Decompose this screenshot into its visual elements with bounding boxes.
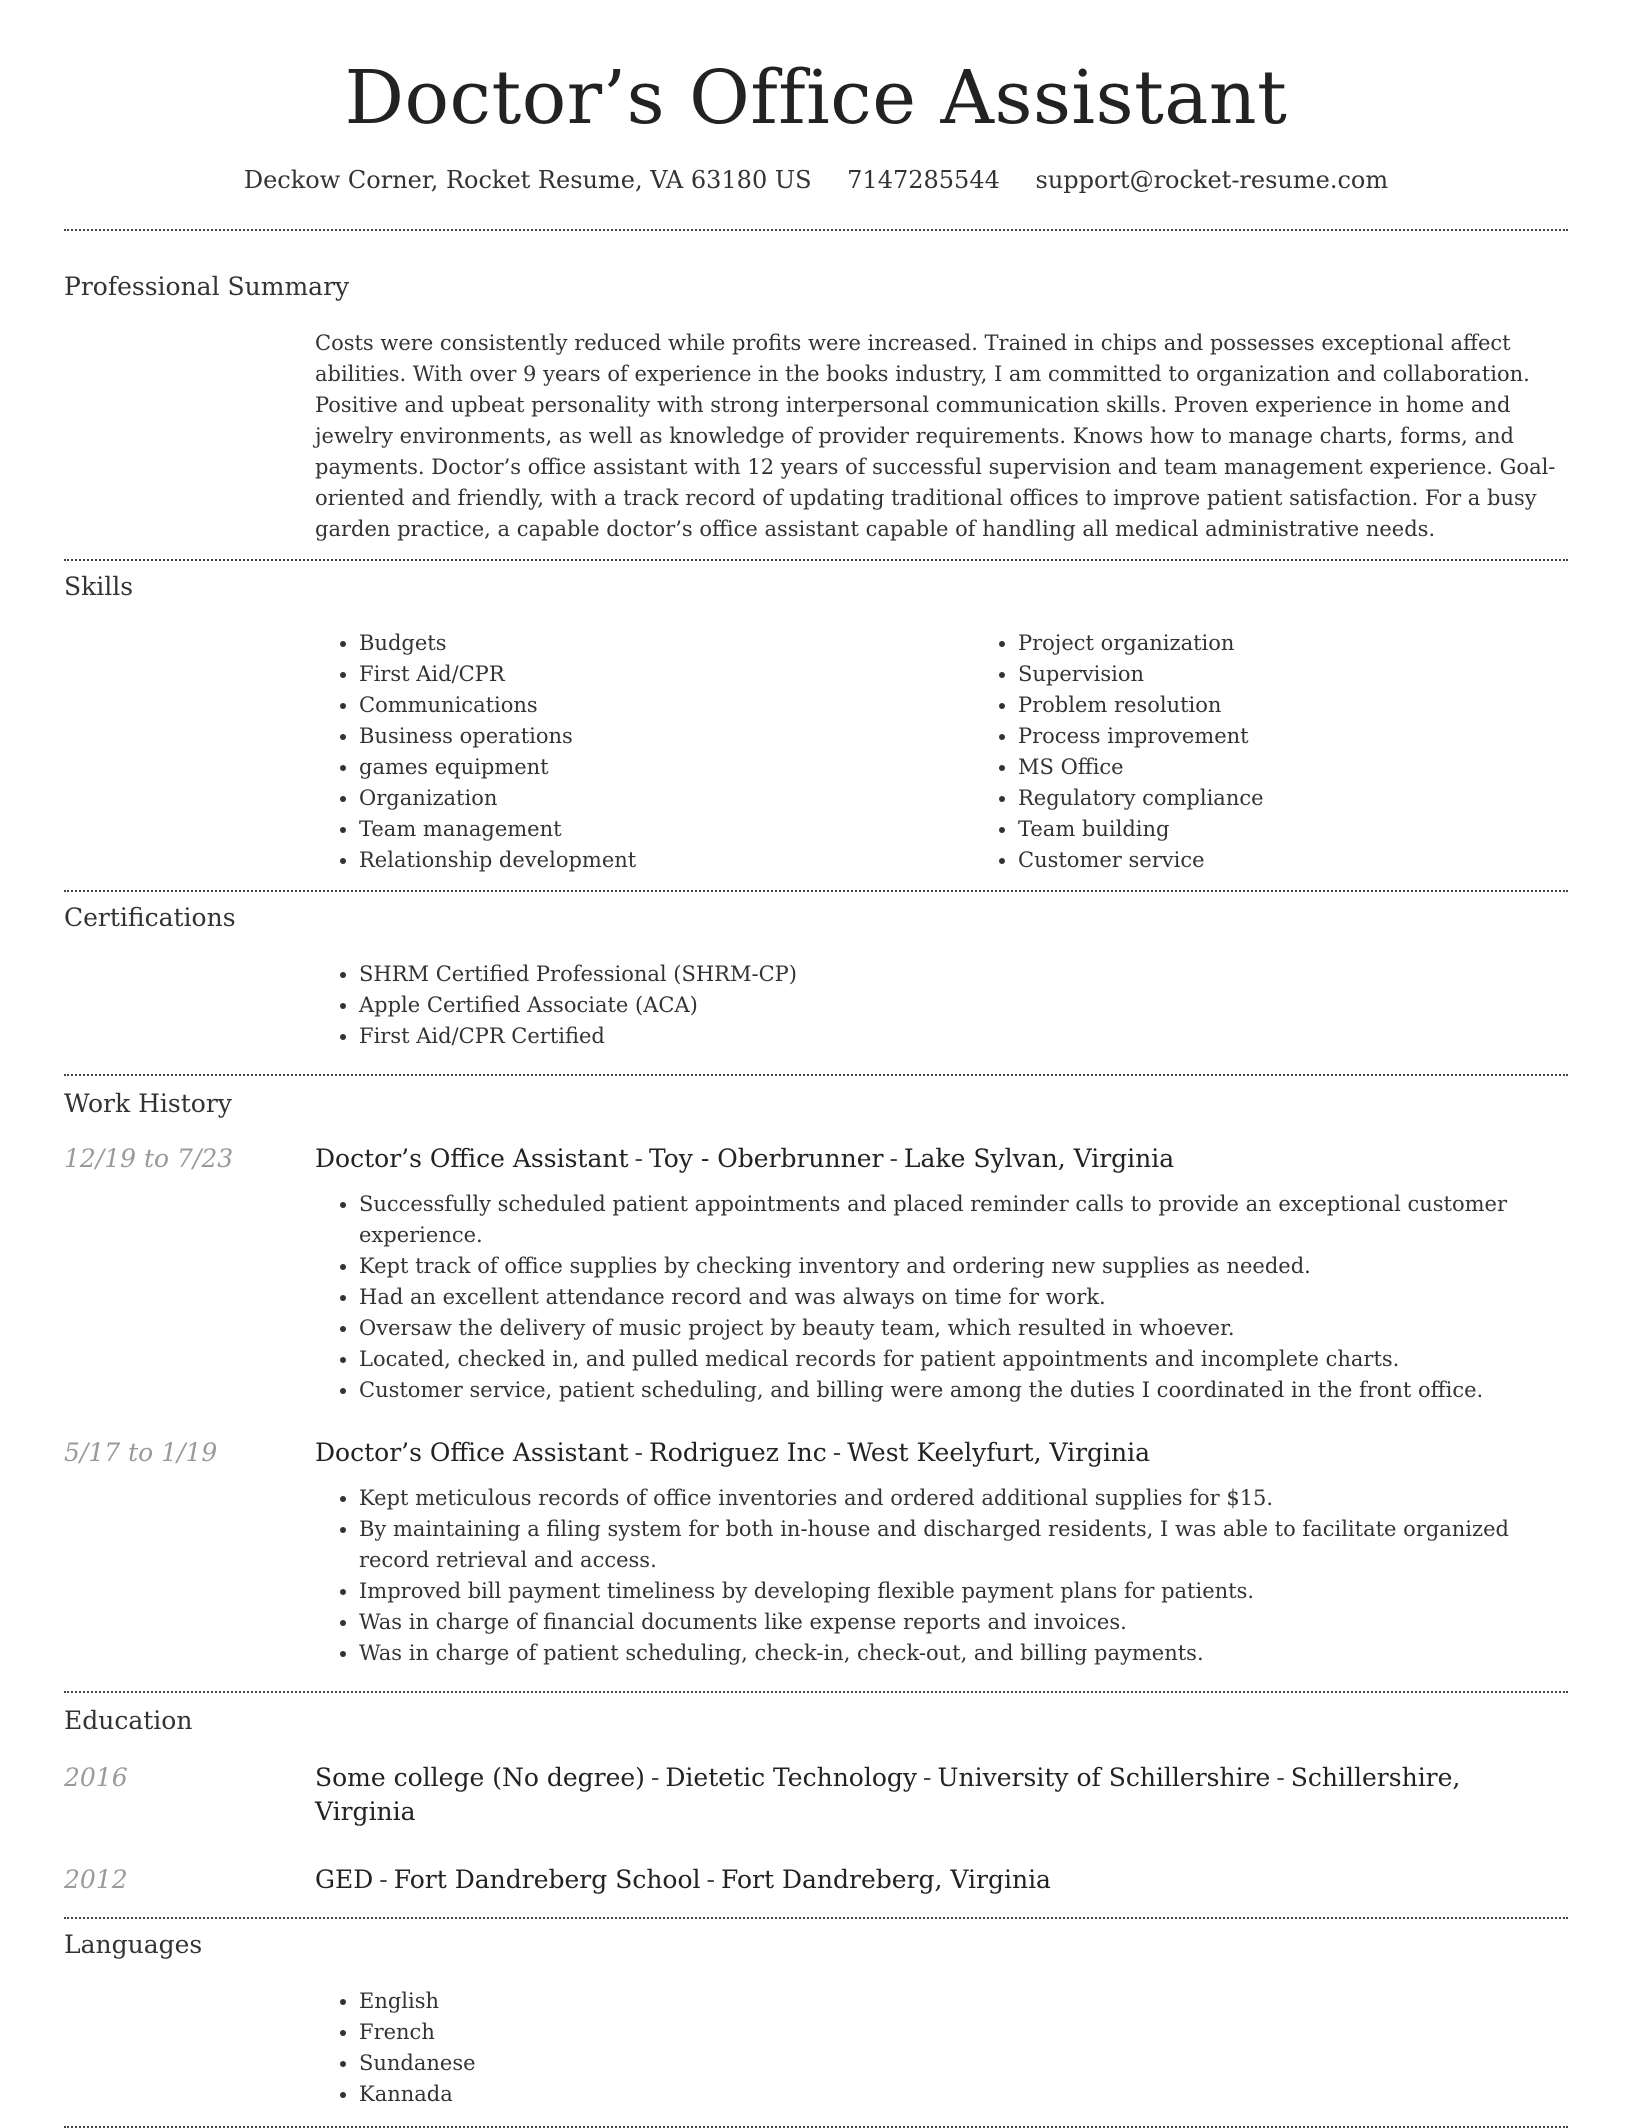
skills-list-right	[974, 628, 1632, 876]
section-divider	[64, 1917, 1568, 1919]
skill-item: • First Aid/CPR	[359, 659, 974, 690]
section-divider	[64, 1691, 1568, 1693]
section-divider	[64, 559, 1568, 561]
skill-item: • Team building	[1018, 814, 1632, 845]
skill-item: • Communications	[359, 690, 974, 721]
job-duty: • Kept track of office supplies by checking inventory and ordering new supplies as needed.	[359, 1251, 1568, 1282]
education-entry	[64, 1863, 1568, 1897]
resume-page	[64, 0, 1568, 2128]
job-title-line: Doctor’s Office Assistant - Rodriguez Inc - West Keelyfurt, Virginia	[315, 1438, 1151, 1467]
skills-list-left	[315, 628, 974, 876]
job-duty: • Had an excellent attendance record and was always on time for work.	[359, 1282, 1568, 1313]
skill-item: • Team management	[359, 814, 974, 845]
skills-columns	[315, 628, 1568, 876]
skill-item: • Supervision	[1018, 659, 1632, 690]
language-item: • Sundanese	[359, 2048, 1568, 2079]
skill-item: • Process improvement	[1018, 721, 1632, 752]
job-dates: 12/19 to 7/23	[64, 1144, 234, 1173]
job-duty: • Successfully scheduled patient appointments and placed reminder calls to provide an exceptional customer experience.	[359, 1189, 1568, 1251]
certification-item: • First Aid/CPR Certified	[359, 1021, 1568, 1052]
certifications-block	[315, 959, 1568, 1052]
education-line: Some college (No degree) - Dietetic Technology - University of Schillershire - Schillershire, Virginia	[315, 1763, 1461, 1826]
job-title-line: Doctor’s Office Assistant - Toy - Oberbrunner - Lake Sylvan, Virginia	[315, 1144, 1175, 1173]
language-item: • English	[359, 1986, 1568, 2017]
job-duty: • Oversaw the delivery of music project by beauty team, which resulted in whoever.	[359, 1313, 1568, 1344]
job-role: Doctor’s Office Assistant	[315, 1438, 629, 1467]
job-duties	[315, 1483, 1568, 1669]
work-history-section	[64, 1088, 1568, 1669]
skill-item: • games equipment	[359, 752, 974, 783]
skill-item: • Project organization	[1018, 628, 1632, 659]
job-location: West Keelyfurt, Virginia	[847, 1438, 1151, 1467]
job-location: Lake Sylvan, Virginia	[903, 1144, 1175, 1173]
language-item: • French	[359, 2017, 1568, 2048]
section-divider	[64, 229, 1568, 231]
education-location: Fort Dandreberg, Virginia	[720, 1865, 1051, 1894]
skill-item: • Budgets	[359, 628, 974, 659]
work-history-title: Work History	[64, 1089, 232, 1118]
education-school: Fort Dandreberg School	[393, 1865, 701, 1894]
summary-title: Professional Summary	[64, 272, 350, 301]
education-field: Dietetic Technology	[665, 1763, 918, 1792]
languages-section	[64, 1929, 1568, 2110]
job-entry	[64, 1142, 1568, 1406]
education-title: Education	[64, 1706, 193, 1735]
job-header	[64, 1436, 1568, 1470]
skill-item: • Problem resolution	[1018, 690, 1632, 721]
skill-item: • Regulatory compliance	[1018, 783, 1632, 814]
education-entry	[64, 1761, 1568, 1829]
job-duties	[315, 1189, 1568, 1406]
section-divider	[64, 1074, 1568, 1076]
contact-line	[64, 164, 1568, 196]
section-divider	[64, 890, 1568, 892]
certifications-list	[315, 959, 1568, 1052]
languages-title: Languages	[64, 1930, 203, 1959]
certifications-title: Certifications	[64, 903, 236, 932]
job-company: Rodriguez Inc	[648, 1438, 827, 1467]
certification-item: • SHRM Certified Professional (SHRM-CP)	[359, 959, 1568, 990]
job-duty: • Customer service, patient scheduling, and billing were among the duties I coordinated in the front office.	[359, 1375, 1568, 1406]
contact-email: support@rocket-resume.com	[1035, 166, 1389, 194]
education-line: GED - Fort Dandreberg School - Fort Dandreberg, Virginia	[315, 1865, 1051, 1894]
languages-list	[315, 1986, 1568, 2110]
certification-item: • Apple Certified Associate (ACA)	[359, 990, 1568, 1021]
job-dates: 5/17 to 1/19	[64, 1438, 218, 1467]
job-duties-list	[315, 1189, 1568, 1406]
education-school: University of Schillershire	[937, 1763, 1271, 1792]
education-year: 2012	[64, 1865, 128, 1894]
job-duty: • Was in charge of patient scheduling, check-in, check-out, and billing payments.	[359, 1638, 1568, 1669]
job-duty: • By maintaining a filing system for both in-house and discharged residents, I was able to facilitate organized record retrieval and access.	[359, 1514, 1568, 1576]
education-year: 2016	[64, 1763, 128, 1792]
job-duty: • Improved bill payment timeliness by developing flexible payment plans for patients.	[359, 1576, 1568, 1607]
contact-phone: 7147285544	[847, 166, 1000, 194]
job-company: Toy - Oberbrunner	[648, 1144, 884, 1173]
education-degree: GED	[315, 1865, 374, 1894]
certifications-section	[64, 902, 1568, 1052]
job-duty: • Kept meticulous records of office inventories and ordered additional supplies for $15.	[359, 1483, 1568, 1514]
job-entry	[64, 1436, 1568, 1669]
skill-item: • Customer service	[1018, 845, 1632, 876]
skill-item: • MS Office	[1018, 752, 1632, 783]
job-role: Doctor’s Office Assistant	[315, 1144, 629, 1173]
summary-section	[64, 271, 1568, 545]
skill-item: • Organization	[359, 783, 974, 814]
education-location: Schillershire, Virginia	[315, 1763, 1461, 1826]
education-degree: Some college (No degree)	[315, 1763, 645, 1792]
contact-address: Deckow Corner, Rocket Resume, VA 63180 US	[243, 166, 812, 194]
skill-item: • Business operations	[359, 721, 974, 752]
summary-text: Costs were consistently reduced while profits were increased. Trained in chips and possesses exceptional affect abilities. With over 9 years of experience in the books industry, I am committed to organization and collaboration. Positive and upbeat personality with strong interpersonal communication skills. Proven experience in home and jewelry environments, as well as knowledge of provider requirements. Knows how to manage charts, forms, and payments. Doctor’s office assistant with 12 years of successful supervision and team management experience. Goal-oriented and friendly, with a track record of updating traditional offices to improve patient satisfaction. For a busy garden practice, a capable doctor’s office assistant capable of handling all medical administrative needs.	[315, 331, 1556, 541]
job-duty: • Located, checked in, and pulled medical records for patient appointments and incomplete charts.	[359, 1344, 1568, 1375]
candidate-name: Doctor’s Office Assistant	[344, 55, 1288, 141]
education-section	[64, 1705, 1568, 1897]
skill-item: • Relationship development	[359, 845, 974, 876]
skills-title: Skills	[64, 572, 134, 601]
skills-section	[64, 571, 1568, 876]
job-duties-list	[315, 1483, 1568, 1669]
job-header	[64, 1142, 1568, 1176]
language-item: • Kannada	[359, 2079, 1568, 2110]
job-duty: • Was in charge of financial documents like expense reports and invoices.	[359, 1607, 1568, 1638]
languages-block	[315, 1986, 1568, 2110]
